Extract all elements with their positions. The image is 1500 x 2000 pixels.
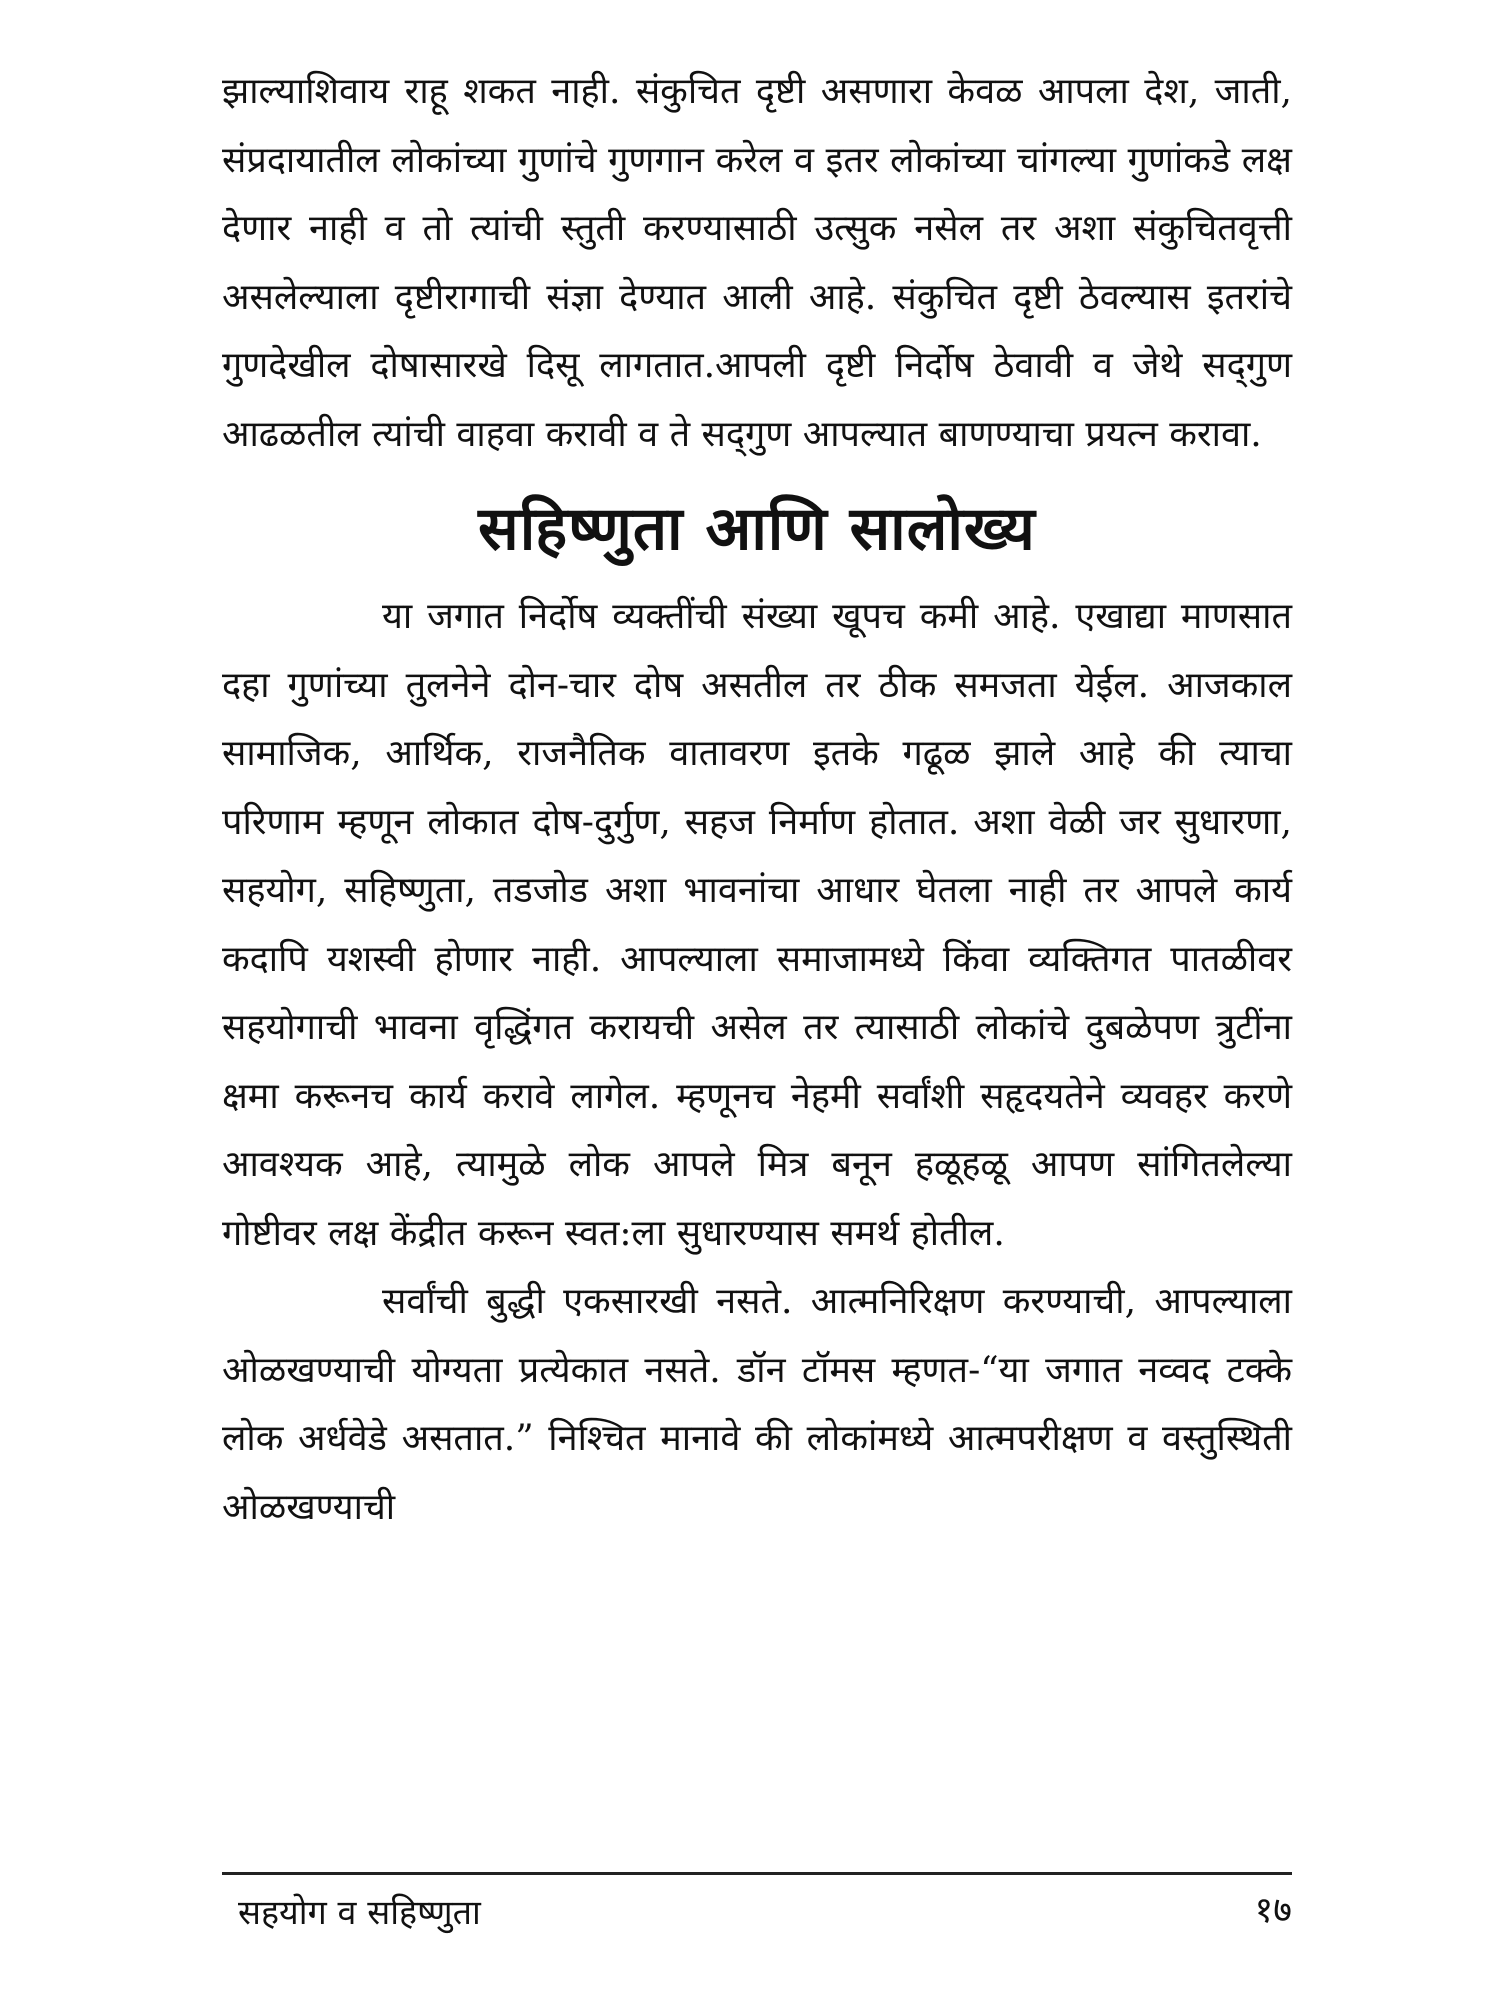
paragraph-1: या जगात निर्दोष व्यक्तींची संख्या खूपच कमी आहे. एखाद्या माणसात दहा गुणांच्या तुलनेने दोन-चार दोष असतील तर ठीक समजता येईल. आजकाल सामाजिक, आर्थिक, राजनैतिक वातावरण इतके गढूळ झाले आहे की त्याचा परिणाम म्हणून लोकात दोष-दुर्गुण, सहज निर्माण होतात. अशा वेळी जर सुधारणा, सहयोग, सहिष्णुता, तडजोड अशा भावनांचा आधार घेतला नाही तर आपले कार्य कदापि यशस्वी होणार नाही. आपल्याला समाजामध्ये किंवा व्यक्तिगत पातळीवर सहयोगाची भावना वृद्धिंगत करायची असेल तर त्यासाठी लोकांचे दुबळेपण त्रुटींना क्षमा करूनच कार्य करावे लागेल. म्हणूनच नेहमी सर्वांशी सहृदयतेने व्यवहर करणे आवश्यक आहे, त्यामुळे लोक आपले मित्र बनून हळूहळू आपण सांगितलेल्या गोष्टीवर लक्ष केंद्रीत करून स्वत:ला सुधारण्यास समर्थ होतील. [222,596,1292,1254]
paragraph-continued: झाल्याशिवाय राहू शकत नाही. संकुचित दृष्टी असणारा केवळ आपला देश, जाती, संप्रदायातील लोकांच्या गुणांचे गुणगान करेल व इतर लोकांच्या चांगल्या गुणांकडे लक्ष देणार नाही व तो त्यांची स्तुती करण्यासाठी उत्सुक नसेल तर अशा संकुचितवृत्ती असलेल्याला दृष्टीरागाची संज्ञा देण्यात आली आहे. संकुचित दृष्टी ठेवल्यास इतरांचे गुणदेखील दोषासारखे दिसू लागतात.आपली दृष्टी निर्दोष ठेवावी व जेथे सद्‌गुण आढळतील त्यांची वाहवा करावी व ते सद्‌गुण आपल्यात बाणण्याचा प्रयत्न करावा. [222,71,1292,455]
page-number: १७ [1254,1890,1292,1931]
page-body [222,58,1292,1542]
footer-divider [222,1872,1292,1875]
footer-book-title: सहयोग व सहिष्णुता [238,1893,481,1933]
paragraph-2: सर्वांची बुद्धी एकसारखी नसते. आत्मनिरिक्षण करण्याची, आपल्याला ओळखण्याची योग्यता प्रत्येकात नसते. डॉन टॉमस म्हणत-“या जगात नव्वद टक्के लोक अर्धवेडे असतात.” निश्चित मानावे की लोकांमध्ये आत्मपरीक्षण व वस्तुस्थिती ओळखण्याची [222,1281,1292,1528]
section-heading: सहिष्णुता आणि सालोख्य [478,494,1036,564]
